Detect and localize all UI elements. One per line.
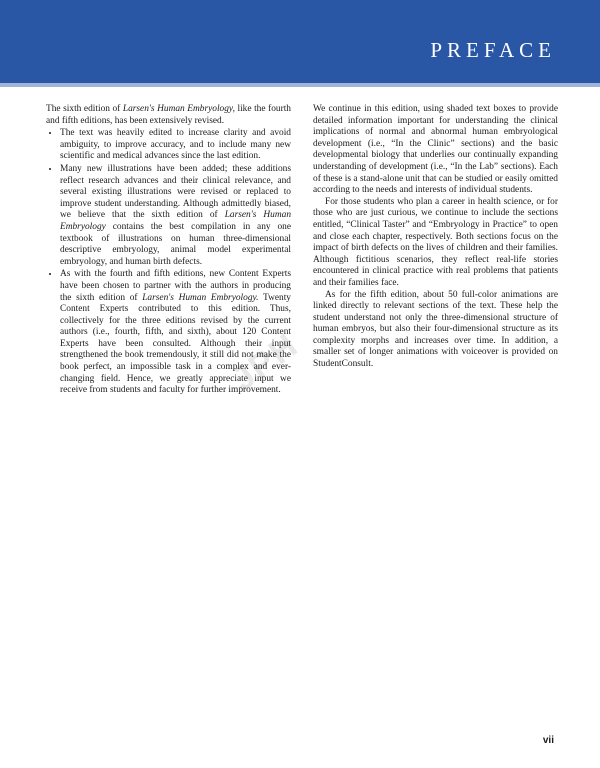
paragraph: As for the fifth edition, about 50 full-color animations are linked directly to relevant sections of the text. These help the student understand not only the three-dimensional structure of human embryos, but also their four-dimensional structure as its complexity morphs and increases over time. In addition, a smaller set of longer animations with voiceover is provided on StudentConsult.: [313, 289, 558, 370]
watermark: JPH: [225, 325, 306, 399]
list-item-text-pre: As with the fourth and fifth editions, new Content Experts have been chosen to partner with the authors in producing the sixth edition of: [60, 269, 291, 303]
intro-paragraph: [46, 104, 291, 127]
page-title: PREFACE: [430, 38, 556, 62]
list-item-text-post: Twenty Content Experts contributed to this edition. Thus, collectively for the three editions revised by the current authors (i.e., fourth, fifth, and sixth), about 120 Content Experts have been consulted. Although their input strengthened the book tremendously, it still did not make the book perfect, an impossible task in a complex and ever-changing field. Hence, we greatly appreciate input we receive from students and faculty for further improvement.: [60, 292, 291, 396]
revision-list: [46, 127, 291, 397]
list-item: [60, 163, 291, 268]
book-title: Larsen's Human Embryology.: [142, 292, 259, 303]
list-item-text: The text was heavily edited to increase clarity and avoid ambiguity, to improve accuracy, and to include many new scientific and medical advances since the last edition.: [60, 128, 291, 162]
list-item-text-post: contains the best compilation in any one textbook of illustrations on human three-dimensional descriptive embryology, animal model experimental embryology, and human birth defects.: [60, 221, 291, 267]
right-column: [313, 104, 558, 371]
list-item: [60, 127, 291, 163]
page-number: vii: [542, 735, 554, 746]
left-column: [46, 104, 291, 397]
list-item: [60, 268, 291, 397]
intro-pre: The sixth edition of: [46, 104, 123, 114]
header-rule: [0, 83, 600, 87]
book-title: Larsen's Human Embryology: [60, 210, 292, 232]
paragraph: We continue in this edition, using shaded text boxes to provide detailed information important for understanding the clinical implications of normal and abnormal human embryological development (i.e., “In the Clinic” sections) and the basic developmental biology that underlies our continually expanding understanding of development (i.e., “In the Lab” sections). Each of these is a stand-alone unit that can be studied or easily omitted according to the needs and interests of individual students.: [313, 104, 558, 196]
book-title: Larsen's Human Embryology,: [122, 104, 235, 114]
intro-post: like the fourth and fifth editions, has been extensively revised.: [46, 104, 291, 126]
paragraph: For those students who plan a career in health science, or for those who are just curious, we continue to include the sections entitled, “Clinical Taster” and “Embryology in Practice” to open and close each chapter, respectively. Both sections focus on the impact of birth defects on the lives of children and their families. Although fictitious scenarios, they reflect real-life stories encountered in clinical practice with real problems that patients and their families face.: [313, 196, 558, 288]
list-item-text-pre: Many new illustrations have been added; these additions reflect research advances and their clinical relevance, and several existing illustrations were revised or replaced to improve student understanding. Although admittedly biased, we believe that the sixth edition of: [60, 163, 291, 221]
